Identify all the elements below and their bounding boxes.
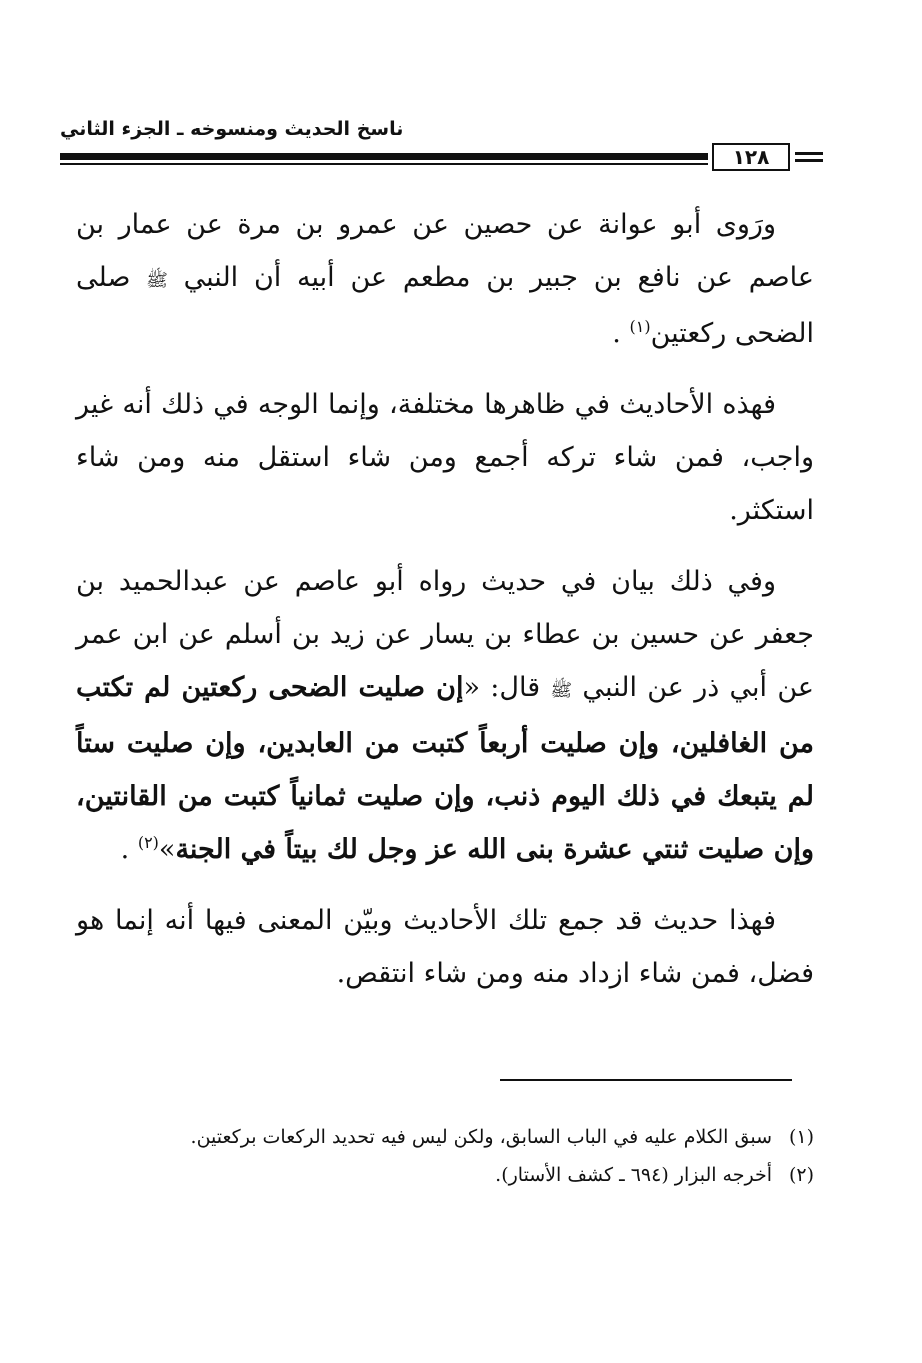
paragraph-1-text-cont: صلى الضحى ركعتين	[76, 262, 814, 349]
footnote-number: (١)	[788, 1126, 814, 1148]
footnote-text: سبق الكلام عليه في الباب السابق، ولكن ليس فيه تحديد الركعات بركعتين.	[190, 1126, 772, 1148]
main-text	[76, 198, 814, 1000]
footnote-ref-2[interactable]: (٢)	[137, 833, 159, 852]
header-rule-right-upper	[795, 152, 823, 155]
header-rule-thin	[60, 163, 708, 165]
paragraph-1	[76, 198, 814, 360]
quote-close: »	[158, 834, 176, 865]
footnote-1	[76, 1118, 814, 1156]
paragraph-3-intro: قال: «	[463, 672, 551, 703]
header-rule-right-lower	[795, 159, 823, 162]
honorific-symbol: ﷺ	[146, 270, 168, 291]
paragraph-4: فهذا حديث قد جمع تلك الأحاديث وبيّن المعنى فيها أنه إنما هو فضل، فمن شاء ازداد منه ومن شاء انتقص.	[76, 905, 814, 989]
header-rule-thick	[60, 153, 708, 160]
running-title: ناسخ الحديث ومنسوخه ـ الجزء الثاني	[60, 118, 404, 140]
hadith-quote: إن صليت الضحى ركعتين لم تكتب من الغافلين، وإن صليت أربعاً كتبت من العابدين، وإن صليت ستاً لم يتبعك في ذلك اليوم ذنب، وإن صليت ثمانياً كتبت من القانتين، وإن صليت ثنتي عشرة بنى الله عز وجل لك بيتاً في الجنة	[76, 672, 814, 865]
page-number: ١٢٨	[712, 143, 790, 171]
paragraph-1-end: .	[612, 318, 630, 349]
footnote-separator	[500, 1079, 792, 1081]
footnote-ref-1[interactable]: (١)	[629, 317, 651, 336]
paragraph-2: فهذه الأحاديث في ظاهرها مختلفة، وإنما الوجه في ذلك أنه غير واجب، فمن شاء تركه أجمع ومن شاء استقل منه ومن شاء استكثر.	[76, 389, 814, 526]
paragraph-3-text: وفي ذلك بيان في حديث رواه أبو عاصم عن عبدالحميد بن جعفر عن حسين بن عطاء بن يسار عن زيد بن أسلم عن ابن عمر عن أبي ذر عن النبي	[76, 566, 814, 703]
paragraph-3-end: .	[120, 834, 138, 865]
paragraph-1-text: ورَوى أبو عوانة عن حصين عن عمرو بن مرة عن عمار بن عاصم عن نافع بن جبير بن مطعم عن أبيه أن النبي	[76, 209, 815, 293]
paragraph-3	[76, 555, 814, 876]
footnote-number: (٢)	[788, 1164, 814, 1186]
footnote-2	[76, 1156, 814, 1194]
footnotes	[76, 1118, 814, 1194]
footnote-text: أخرجه البزار (٦٩٤ ـ كشف الأستار).	[495, 1164, 772, 1186]
honorific-symbol: ﷺ	[550, 680, 573, 701]
